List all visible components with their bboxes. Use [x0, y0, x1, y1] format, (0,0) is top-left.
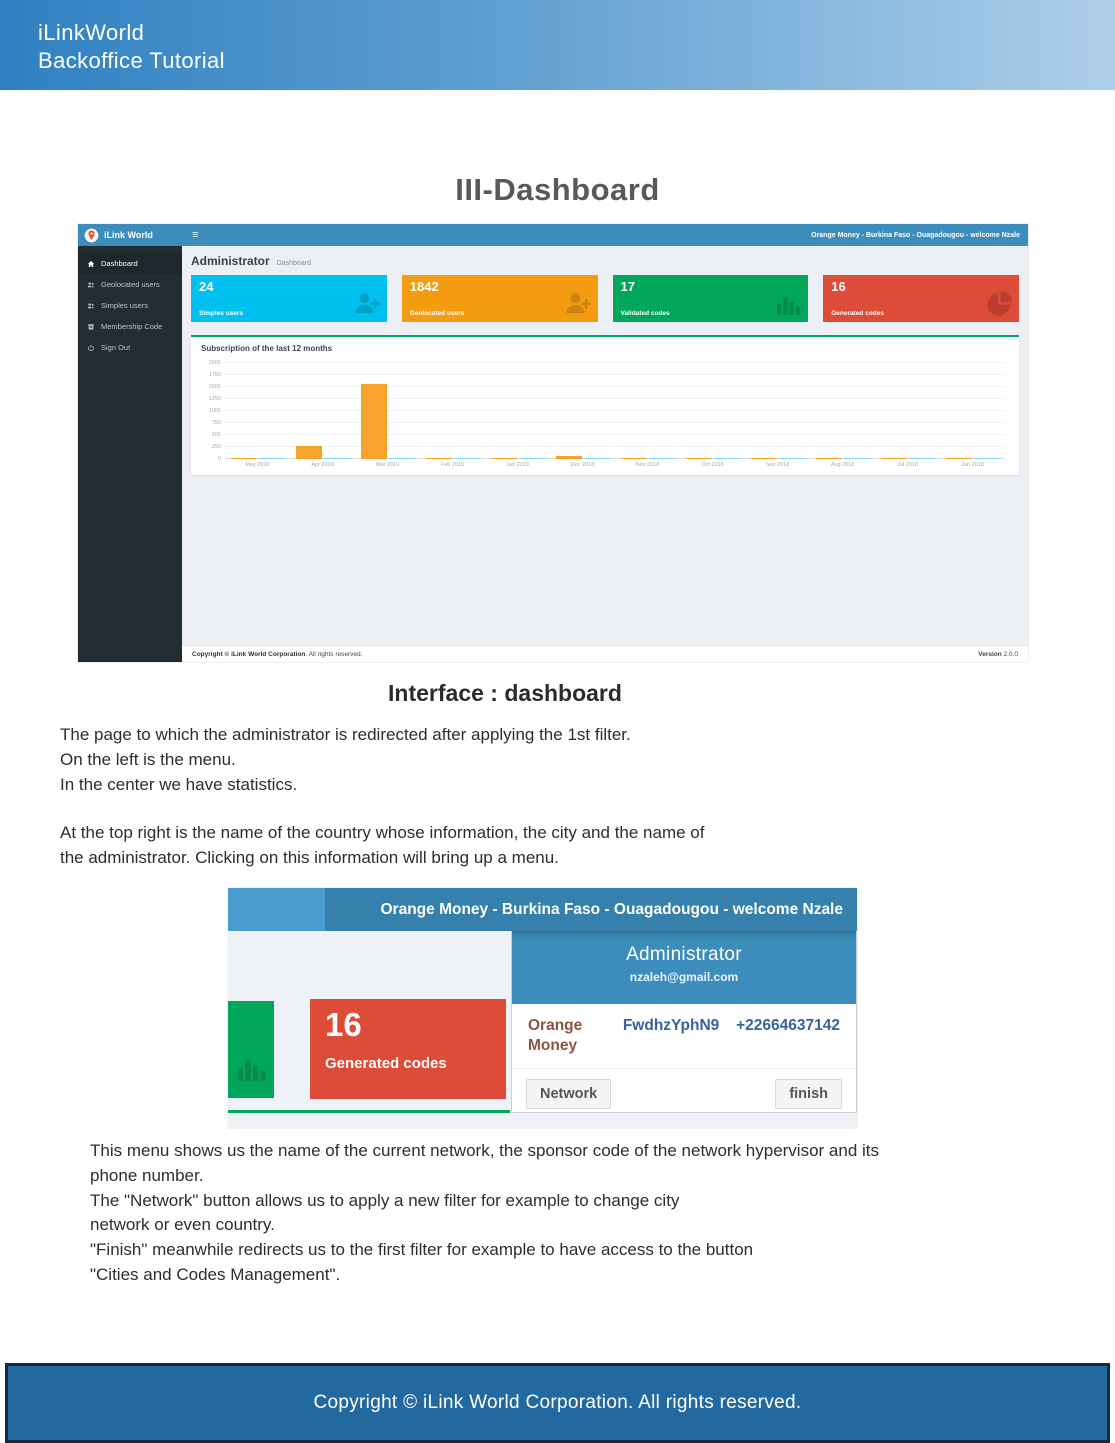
chart-x-tick-label: Aug 2018 — [830, 462, 855, 468]
text-line: "Cities and Codes Management". — [90, 1264, 341, 1284]
user-menu-title: Administrator — [626, 944, 742, 965]
sidebar-item-simples-users[interactable] — [78, 295, 182, 316]
chart-bar-secondary — [844, 458, 870, 459]
chart-x-tick-label: Dec 2018 — [570, 462, 595, 468]
home-icon — [87, 260, 95, 268]
dashboard-copyright — [192, 651, 362, 658]
text-line: In the center we have statistics. — [60, 774, 298, 794]
pie-chart-icon — [984, 289, 1014, 319]
text-line: At the top right is the name of the country whose information, the city and the name of — [60, 823, 705, 842]
screenshot-caption: Interface : dashboard — [388, 680, 622, 706]
section-title: III-Dashboard — [455, 172, 660, 207]
chart-x-tick-label: Nov 2018 — [635, 462, 660, 468]
chart-bar-group-nov-2018 — [615, 458, 680, 459]
paragraph-1 — [60, 723, 631, 797]
sidebar-item-sign-out[interactable] — [78, 337, 182, 358]
stat-label: Simples users — [199, 310, 244, 317]
stat-label: Geolocated users — [409, 310, 465, 317]
chart-x-axis — [225, 462, 1005, 468]
user-menu-header — [512, 931, 856, 1004]
stat-label: Generated codes — [831, 310, 884, 317]
chart-bar-group-jul-2018 — [875, 458, 940, 459]
ss1-cards — [191, 275, 1019, 322]
copyright-pre: Copyright © — [192, 650, 232, 658]
text-line: "Finish" meanwhile redirects us to the first filter for example to have access to the button — [90, 1240, 754, 1260]
chart-bar-subscriptions — [491, 458, 517, 459]
bar-chart-icon — [233, 1050, 269, 1086]
chart-bar-subscriptions — [296, 446, 322, 459]
chart-panel — [191, 335, 1019, 475]
popup-navbar-user-info[interactable]: Orange Money - Burkina Faso - Ouagadougou - welcome Nzale — [325, 888, 857, 931]
user-menu-footer — [512, 1068, 856, 1109]
chart-bar-group-mar-2019 — [355, 384, 420, 459]
breadcrumb: Dashboard — [276, 260, 311, 267]
stat-value: 24 — [199, 279, 214, 294]
text-line: This menu shows us the name of the current network, the sponsor code of the network hypervisor and its — [90, 1141, 880, 1160]
stat-card-simples-users — [191, 275, 387, 322]
dashboard-footer — [182, 645, 1028, 662]
chart-bar-group-oct-2018 — [680, 458, 745, 459]
chart-y-tick-label: 1250 — [208, 396, 221, 402]
generated-codes-card — [310, 999, 506, 1099]
chart-bar-subscriptions — [231, 458, 257, 459]
ilink-world-logo-icon — [84, 228, 99, 243]
users-icon — [87, 302, 95, 310]
chart-bar-subscriptions — [686, 458, 712, 459]
chart-bar-group-jun-2018 — [940, 458, 1005, 459]
card-value: 16 — [325, 1006, 362, 1043]
sidebar-item-label: Geolocated users — [101, 280, 160, 289]
text-line: On the left is the menu. — [60, 749, 236, 769]
sidebar-item-label: Simples users — [101, 301, 149, 310]
popup-navbar — [228, 888, 857, 931]
chart-bar-group-jan-2019 — [485, 458, 550, 459]
chart-bar-subscriptions — [621, 458, 647, 459]
navbar-user-info[interactable]: Orange Money - Burkina Faso - Ouagadougou - welcome Nzale — [811, 231, 1020, 239]
text-line: network or even country. — [90, 1215, 275, 1235]
stat-card-generated-codes — [823, 275, 1019, 322]
validated-codes-card-fragment — [228, 1001, 274, 1098]
chart-y-tick-label: 1000 — [208, 408, 221, 414]
dashboard-body — [78, 246, 1028, 662]
chart-y-tick-label: 0 — [217, 456, 221, 462]
chart-bars — [225, 363, 1005, 459]
chart-x-tick-label: Mar 2019 — [375, 462, 400, 468]
chart-y-tick-label: 1500 — [208, 384, 221, 390]
popup-navbar-left-segment — [228, 888, 325, 931]
chart-bar-subscriptions — [881, 458, 907, 459]
text-line: phone number. — [90, 1165, 204, 1185]
chart-bar-secondary — [259, 458, 285, 459]
chart-x-tick-label: Apr 2019 — [311, 462, 334, 468]
banner-line-2: Backoffice Tutorial — [38, 48, 225, 73]
copyright-link[interactable]: iLink World Corporation — [231, 650, 306, 658]
hamburger-menu-icon[interactable]: ≡ — [192, 228, 199, 241]
sidebar-item-membership-code[interactable] — [78, 316, 182, 337]
stat-card-geolocated-users — [402, 275, 598, 322]
user-menu-screenshot — [228, 888, 857, 1128]
chart-x-tick-label: May 2019 — [245, 462, 270, 468]
user-menu-email: nzaleh@gmail.com — [629, 970, 739, 984]
user-menu-details — [512, 1004, 856, 1062]
user-dropdown-menu — [511, 931, 857, 1113]
paragraph-3 — [90, 1139, 1090, 1288]
chart-bar-secondary — [454, 458, 480, 459]
chart-bar-secondary — [779, 458, 805, 459]
chart-x-tick-label: Jul 2018 — [897, 462, 918, 468]
card-label: Generated codes — [325, 1055, 447, 1072]
chart-bar-subscriptions — [751, 458, 777, 459]
dashboard-content — [182, 246, 1028, 662]
chart-bar-secondary — [649, 458, 675, 459]
content-heading — [191, 254, 1019, 268]
footer-copyright-text: Copyright © iLink World Corporation. All rights reserved. — [313, 1392, 802, 1413]
page-title: Administrator — [191, 254, 270, 268]
network-button[interactable]: Network — [526, 1079, 611, 1109]
chart-bar-group-apr-2019 — [290, 446, 355, 459]
archive-icon — [87, 323, 95, 331]
chart-title: Subscription of the last 12 months — [201, 344, 333, 353]
chart-panel-top-border — [228, 1110, 510, 1113]
sidebar-item-dashboard[interactable] — [78, 253, 182, 274]
chart-bar-group-aug-2018 — [810, 458, 875, 459]
text-line: The "Network" button allows us to apply a new filter for example to change city — [90, 1190, 680, 1210]
sidebar-item-label: Membership Code — [101, 322, 163, 331]
sponsor-code: FwdhzYphN9 — [622, 1017, 720, 1034]
text-line: The page to which the administrator is redirected after applying the 1st filter. — [60, 725, 631, 744]
chart-y-tick-label: 750 — [211, 420, 221, 426]
chart-y-tick-label: 500 — [211, 432, 221, 438]
version-label: Version — [978, 650, 1002, 658]
document-header-banner — [0, 0, 1115, 90]
chart-bar-secondary — [519, 458, 545, 459]
chart-y-tick-label: 2000 — [208, 360, 221, 366]
stat-card-validated-codes — [613, 275, 809, 322]
network-name: Orange Money — [528, 1017, 583, 1055]
chart-bar-secondary — [909, 458, 935, 459]
stat-label: Validated codes — [620, 310, 670, 317]
text-line: the administrator. Clicking on this information will bring up a menu. — [60, 847, 559, 867]
finish-button[interactable]: finish — [775, 1079, 842, 1109]
version-value: 2.0.0 — [1001, 650, 1018, 658]
paragraph-2 — [60, 821, 704, 871]
chart-bar-subscriptions — [556, 456, 582, 459]
popup-body — [228, 931, 857, 1128]
chart-bar-secondary — [324, 458, 350, 459]
dashboard-navbar-right — [182, 224, 1028, 246]
chart-bar-group-may-2019 — [225, 458, 290, 459]
chart-y-tick-label: 1750 — [208, 372, 221, 378]
user-plus-icon — [563, 289, 593, 319]
dashboard-navbar — [78, 224, 1028, 246]
bar-chart-icon — [773, 289, 803, 319]
sidebar-item-label: Dashboard — [101, 259, 138, 268]
sidebar-item-geolocated-users[interactable] — [78, 274, 182, 295]
sidebar-item-label: Sign Out — [101, 343, 131, 352]
chart-bar-subscriptions — [816, 458, 842, 459]
stat-value: 1842 — [409, 279, 439, 294]
user-plus-icon — [352, 289, 382, 319]
dashboard-screenshot — [78, 224, 1028, 662]
stat-value: 17 — [620, 279, 635, 294]
chart-plot — [208, 360, 1005, 462]
dashboard-version — [978, 651, 1018, 658]
chart-x-tick-label: Jun 2018 — [961, 462, 984, 468]
chart-bar-subscriptions — [361, 384, 387, 459]
banner-line-1: iLinkWorld — [38, 20, 145, 45]
chart-bar-group-dec-2018 — [550, 456, 615, 459]
phone-number: +22664637142 — [736, 1017, 840, 1034]
brand-logo-area[interactable] — [78, 224, 182, 246]
stat-value: 16 — [831, 279, 846, 294]
chart-bar-subscriptions — [946, 458, 972, 459]
chart-y-tick-label: 250 — [211, 444, 221, 450]
chart-x-tick-label: Feb 2019 — [440, 462, 465, 468]
copyright-post: . All rights reserved. — [305, 650, 363, 658]
chart-x-tick-label: Oct 2018 — [701, 462, 724, 468]
power-icon — [87, 344, 95, 352]
chart-bar-group-sep-2018 — [745, 458, 810, 459]
chart-x-tick-label: Sep 2018 — [765, 462, 790, 468]
chart-bar-group-feb-2019 — [420, 458, 485, 459]
users-icon — [87, 281, 95, 289]
chart-bar-subscriptions — [426, 458, 452, 459]
chart-bar-secondary — [714, 458, 740, 459]
brand-name: iLink World — [104, 230, 153, 240]
ss1-sidebar — [78, 246, 182, 662]
chart-x-tick-label: Jan 2019 — [506, 462, 529, 468]
document-footer — [5, 1363, 1110, 1443]
chart-bar-secondary — [974, 458, 1000, 459]
chart-bar-secondary — [389, 458, 415, 459]
chart-bar-secondary — [584, 458, 610, 459]
